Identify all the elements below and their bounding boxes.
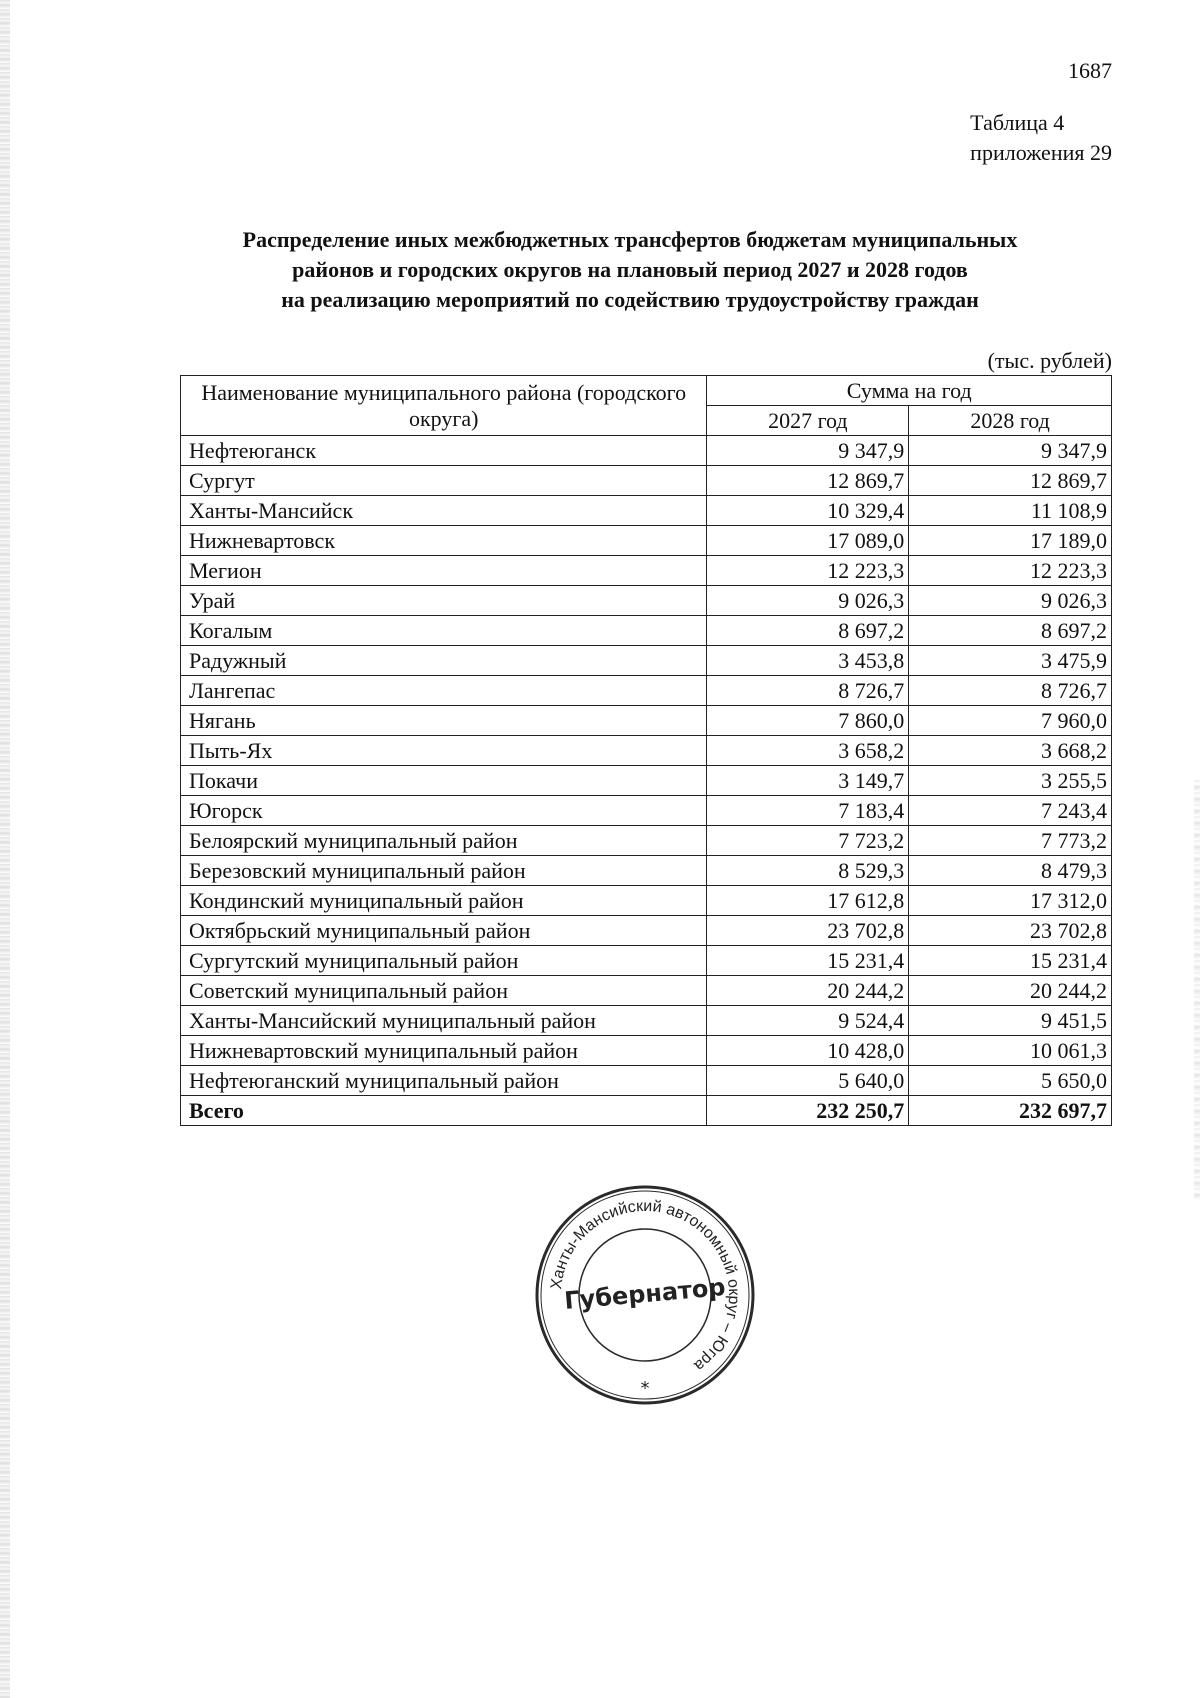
row-value-2028: 3 475,9 [909, 646, 1112, 676]
total-value-2027: 232 250,7 [707, 1096, 909, 1126]
row-value-2028: 23 702,8 [909, 916, 1112, 946]
row-value-2027: 17 089,0 [707, 526, 909, 556]
header-year-2028: 2028 год [909, 406, 1112, 436]
table-row [181, 586, 1112, 616]
table-row [181, 1066, 1112, 1096]
row-value-2028: 12 869,7 [909, 466, 1112, 496]
row-value-2028: 7 243,4 [909, 796, 1112, 826]
table-row [181, 766, 1112, 796]
header-year-2027: 2027 год [707, 406, 909, 436]
table-reference-line2: приложения 29 [970, 140, 1112, 165]
table-row [181, 676, 1112, 706]
row-value-2028: 8 726,7 [909, 676, 1112, 706]
row-value-2028: 9 026,3 [909, 586, 1112, 616]
row-value-2027: 9 524,4 [707, 1006, 909, 1036]
row-value-2027: 10 329,4 [707, 496, 909, 526]
table-row [181, 736, 1112, 766]
table-header-row [181, 376, 1112, 406]
row-municipality-name: Урай [181, 586, 707, 616]
row-value-2027: 7 860,0 [707, 706, 909, 736]
row-municipality-name: Лангепас [181, 676, 707, 706]
row-value-2028: 3 668,2 [909, 736, 1112, 766]
total-value-2028: 232 697,7 [909, 1096, 1112, 1126]
row-municipality-name: Покачи [181, 766, 707, 796]
row-value-2027: 10 428,0 [707, 1036, 909, 1066]
row-value-2027: 23 702,8 [707, 916, 909, 946]
row-municipality-name: Радужный [181, 646, 707, 676]
row-value-2028: 17 312,0 [909, 886, 1112, 916]
table-row [181, 436, 1112, 466]
row-value-2028: 7 960,0 [909, 706, 1112, 736]
row-municipality-name: Кондинский муниципальный район [181, 886, 707, 916]
row-municipality-name: Нефтеюганск [181, 436, 707, 466]
table-row [181, 856, 1112, 886]
document-title-line1: Распределение иных межбюджетных трансфертов бюджетам муниципальных [242, 227, 1018, 252]
table-row [181, 496, 1112, 526]
scan-edge-left [0, 0, 10, 1698]
table-row [181, 826, 1112, 856]
row-value-2028: 8 697,2 [909, 616, 1112, 646]
table-row [181, 706, 1112, 736]
document-title-line2: районов и городских округов на плановый период 2027 и 2028 годов [292, 257, 968, 282]
row-municipality-name: Сургутский муниципальный район [181, 946, 707, 976]
header-sum-per-year: Сумма на год [707, 376, 1112, 406]
row-municipality-name: Октябрьский муниципальный район [181, 916, 707, 946]
row-value-2027: 15 231,4 [707, 946, 909, 976]
row-municipality-name: Нижневартовск [181, 526, 707, 556]
row-value-2028: 20 244,2 [909, 976, 1112, 1006]
seal-star: * [640, 1378, 650, 1399]
row-municipality-name: Сургут [181, 466, 707, 496]
table-reference-line1: Таблица 4 [970, 110, 1065, 135]
row-value-2027: 9 026,3 [707, 586, 909, 616]
row-value-2027: 7 723,2 [707, 826, 909, 856]
row-municipality-name: Белоярский муниципальный район [181, 826, 707, 856]
row-value-2027: 9 347,9 [707, 436, 909, 466]
scan-edge-right [1194, 780, 1200, 1200]
table-row [181, 526, 1112, 556]
table-reference [970, 108, 1112, 168]
row-value-2027: 12 223,3 [707, 556, 909, 586]
row-municipality-name: Нягань [181, 706, 707, 736]
document-title [140, 225, 1120, 315]
row-value-2028: 3 255,5 [909, 766, 1112, 796]
transfers-table [180, 375, 1112, 1126]
table-row [181, 616, 1112, 646]
total-label: Всего [181, 1096, 707, 1126]
row-value-2028: 9 451,5 [909, 1006, 1112, 1036]
row-municipality-name: Советский муниципальный район [181, 976, 707, 1006]
row-municipality-name: Нижневартовский муниципальный район [181, 1036, 707, 1066]
row-value-2028: 9 347,9 [909, 436, 1112, 466]
row-value-2027: 5 640,0 [707, 1066, 909, 1096]
row-municipality-name: Когалым [181, 616, 707, 646]
row-value-2027: 3 658,2 [707, 736, 909, 766]
table-row [181, 556, 1112, 586]
governor-seal [530, 1180, 760, 1410]
row-value-2027: 3 149,7 [707, 766, 909, 796]
table-row [181, 1036, 1112, 1066]
table-row [181, 976, 1112, 1006]
table-total-row [181, 1096, 1112, 1126]
row-municipality-name: Мегион [181, 556, 707, 586]
table-row [181, 886, 1112, 916]
row-value-2028: 15 231,4 [909, 946, 1112, 976]
row-value-2027: 12 869,7 [707, 466, 909, 496]
row-value-2028: 11 108,9 [909, 496, 1112, 526]
row-value-2027: 8 529,3 [707, 856, 909, 886]
row-value-2028: 7 773,2 [909, 826, 1112, 856]
row-municipality-name: Ханты-Мансийский муниципальный район [181, 1006, 707, 1036]
units-label: (тыс. рублей) [987, 348, 1112, 373]
row-value-2028: 17 189,0 [909, 526, 1112, 556]
row-municipality-name: Югорск [181, 796, 707, 826]
row-value-2027: 20 244,2 [707, 976, 909, 1006]
row-value-2028: 10 061,3 [909, 1036, 1112, 1066]
row-value-2027: 3 453,8 [707, 646, 909, 676]
table-row [181, 1006, 1112, 1036]
row-municipality-name: Пыть-Ях [181, 736, 707, 766]
table-row [181, 796, 1112, 826]
seal-center-text: Губернатор [563, 1273, 727, 1315]
table-row [181, 916, 1112, 946]
document-title-line3: на реализацию мероприятий по содействию трудоустройству граждан [281, 287, 979, 312]
row-value-2028: 5 650,0 [909, 1066, 1112, 1096]
row-value-2027: 17 612,8 [707, 886, 909, 916]
row-value-2028: 12 223,3 [909, 556, 1112, 586]
table-body [181, 436, 1112, 1126]
row-municipality-name: Ханты-Мансийск [181, 496, 707, 526]
seal-ring-text: Ханты-Мансийский автономный округ – Югра [548, 1197, 743, 1375]
header-municipality: Наименование муниципального района (городского округа) [181, 376, 707, 436]
row-value-2027: 8 697,2 [707, 616, 909, 646]
row-municipality-name: Нефтеюганский муниципальный район [181, 1066, 707, 1096]
row-municipality-name: Березовский муниципальный район [181, 856, 707, 886]
page-number: 1687 [1068, 58, 1112, 83]
row-value-2028: 8 479,3 [909, 856, 1112, 886]
table-row [181, 466, 1112, 496]
table-row [181, 946, 1112, 976]
row-value-2027: 8 726,7 [707, 676, 909, 706]
row-value-2027: 7 183,4 [707, 796, 909, 826]
table-row [181, 646, 1112, 676]
